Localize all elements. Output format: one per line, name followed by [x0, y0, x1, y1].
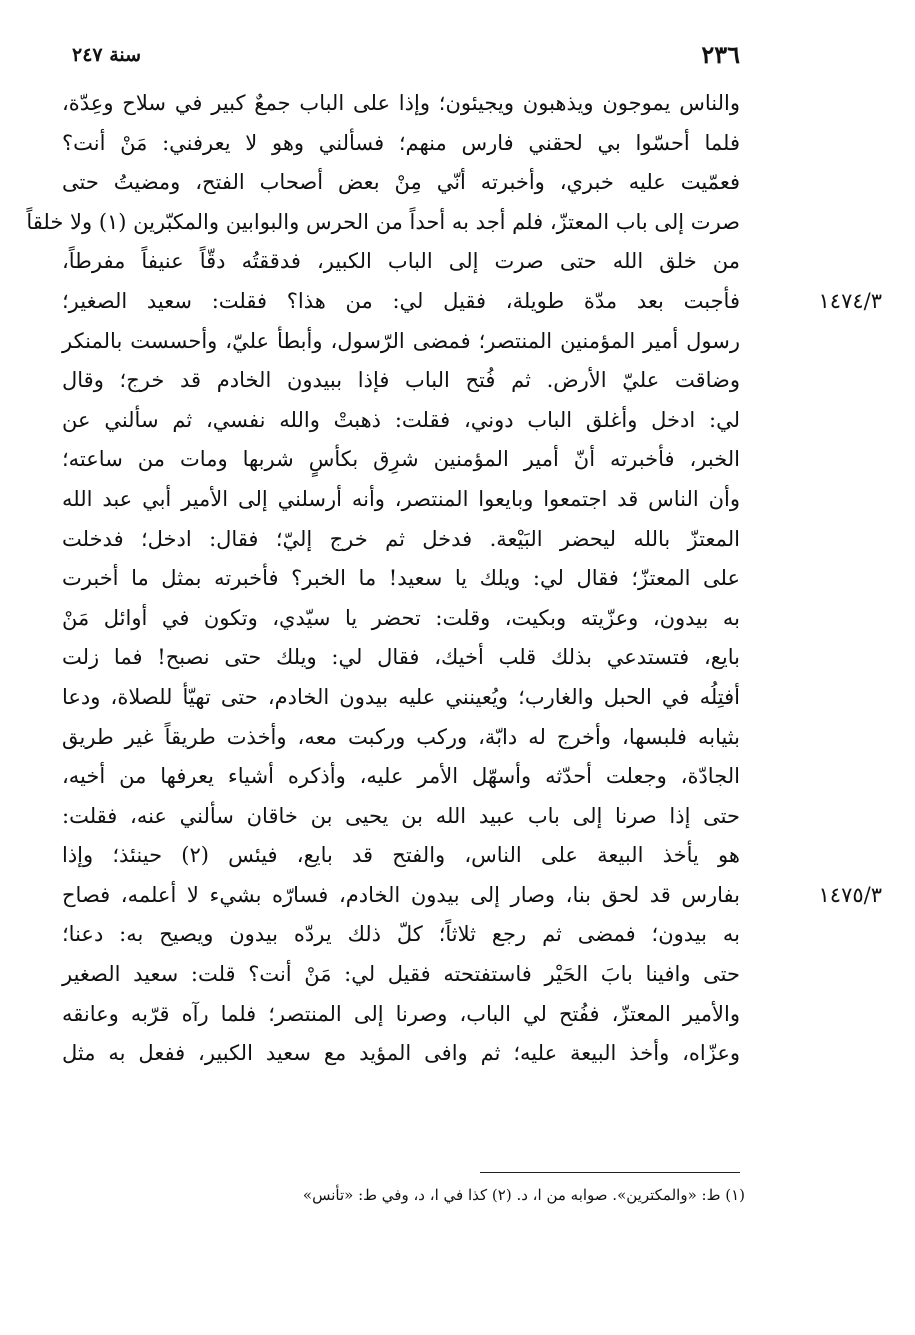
- text-line: فأجبت بعد مدّة طويلة، فقيل لي: من هذا؟ فقلت: سعيد الصغير؛: [62, 288, 740, 313]
- text-line: صرت إلى باب المعتزّ، فلم أجد به أحداً من الحرس والبوابين والمكبّرين (١) ولا خلقاً: [26, 209, 740, 234]
- text-line: على المعتزّ؛ فقال لي: ويلك يا سعيد! ما الخبر؟ فأخبرته بمثل ما أخبرت: [62, 566, 740, 591]
- running-header-year: سنة ٢٤٧: [72, 44, 142, 66]
- text-line: رسول أمير المؤمنين المنتصر؛ فمضى الرّسول، وأبطأ عليّ، وأحسست بالمنكر: [62, 328, 740, 353]
- text-line: وأن الناس قد اجتمعوا وبايعوا المنتصر، وأنه أرسلني إلى الأمير أبي عبد الله: [62, 486, 740, 511]
- text-line: بايع، فتستدعي بذلك قلب أخيك، فقال لي: ويلك حتى نصبح! فما زلت: [62, 645, 740, 670]
- text-line: حتى إذا صرنا إلى باب عبيد الله بن يحيى بن خاقان سألني عنه، فقلت:: [62, 803, 740, 828]
- text-line: به بيدون؛ فمضى ثم رجع ثلاثاً؛ كلّ ذلك يردّه بيدون ويصيح به: دعنا؛: [62, 922, 740, 947]
- text-line: فلما أحسّوا بي لحقني فارس منهم؛ فسألني وهو لا يعرفني: مَنْ أنت؟: [62, 130, 740, 155]
- text-line: حتى وافينا بابَ الحَيْر فاستفتحته فقيل لي: مَنْ أنت؟ قلت: سعيد الصغير: [62, 962, 740, 987]
- text-line: بثيابه فلبسها، وأخرج له دابّة، وركب وركبت معه، وأخذت طريقاً غير طريق: [62, 724, 740, 749]
- text-line: من خلق الله حتى صرت إلى الباب الكبير، فدققتُه دقّاً عنيفاً مفرطاً،: [62, 249, 740, 274]
- text-line: فعمّيت عليه خبري، وأخبرته أنّي مِنْ بعض أصحاب الفتح، ومضيتُ حتى: [62, 170, 740, 195]
- text-line: والناس يموجون ويذهبون ويجيئون؛ وإذا على الباب جمعٌ كبير في سلاح وعِدّة،: [62, 91, 740, 115]
- page-header: [60, 40, 740, 76]
- text-line: المعتزّ بالله ليحضر البَيْعة. فدخل ثم خرج إليّ؛ فقال: ادخل؛ فدخلت: [62, 526, 740, 551]
- margin-reference: ١٤٧٥/٣: [818, 883, 882, 907]
- margin-reference: ١٤٧٤/٣: [818, 289, 882, 313]
- text-line: الخبر، فأخبرته أنّ أمير المؤمنين شرِق بكأسٍ شربها ومات من ساعته؛: [62, 447, 740, 472]
- page-number: ٢٣٦: [701, 40, 740, 69]
- text-line: به بيدون، وعزّيته وبكيت، وقلت: تحضر يا سيّدي، وتكون في أوائل مَنْ: [62, 605, 740, 630]
- main-text-block: [26, 84, 740, 1074]
- text-line: هو يأخذ البيعة على الناس، والفتح قد بايع، فيئس (٢) حينئذ؛ وإذا: [62, 843, 740, 868]
- text-line: وضاقت عليّ الأرض. ثم فُتح الباب فإذا ببيدون الخادم قد خرج؛ وقال: [62, 368, 740, 393]
- text-line: أفتِلُه في الحبل والغارب؛ ويُعينني عليه بيدون الخادم، حتى تهيّأ للصلاة، ودعا: [62, 684, 740, 709]
- text-line: وعزّاه، وأخذ البيعة عليه؛ ثم وافى المؤيد مع سعيد الكبير، ففعل به مثل: [62, 1041, 740, 1066]
- text-line: والأمير المعتزّ، ففُتح لي الباب، وصرنا إلى المنتصر؛ فلما رآه قرّبه وعانقه: [62, 1001, 740, 1026]
- text-line: الجادّة، وجعلت أحدّثه وأسهّل الأمر عليه، وأذكره أشياء يعرفها من أخيه،: [62, 764, 740, 789]
- text-line: بفارس قد لحق بنا، وصار إلى بيدون الخادم، فسارّه بشيء لا أعلمه، فصاح: [62, 882, 740, 907]
- text-line: لي: ادخل وأغلق الباب دوني، فقلت: ذهبتْ والله نفسي، ثم سألني عن: [62, 407, 740, 432]
- footnote-divider: [480, 1172, 740, 1173]
- footnote: (١) ط: «والمكترين». صوابه من ا، د. (٢) كذا في ا، د، وفي ط: «تأنس»: [302, 1186, 745, 1204]
